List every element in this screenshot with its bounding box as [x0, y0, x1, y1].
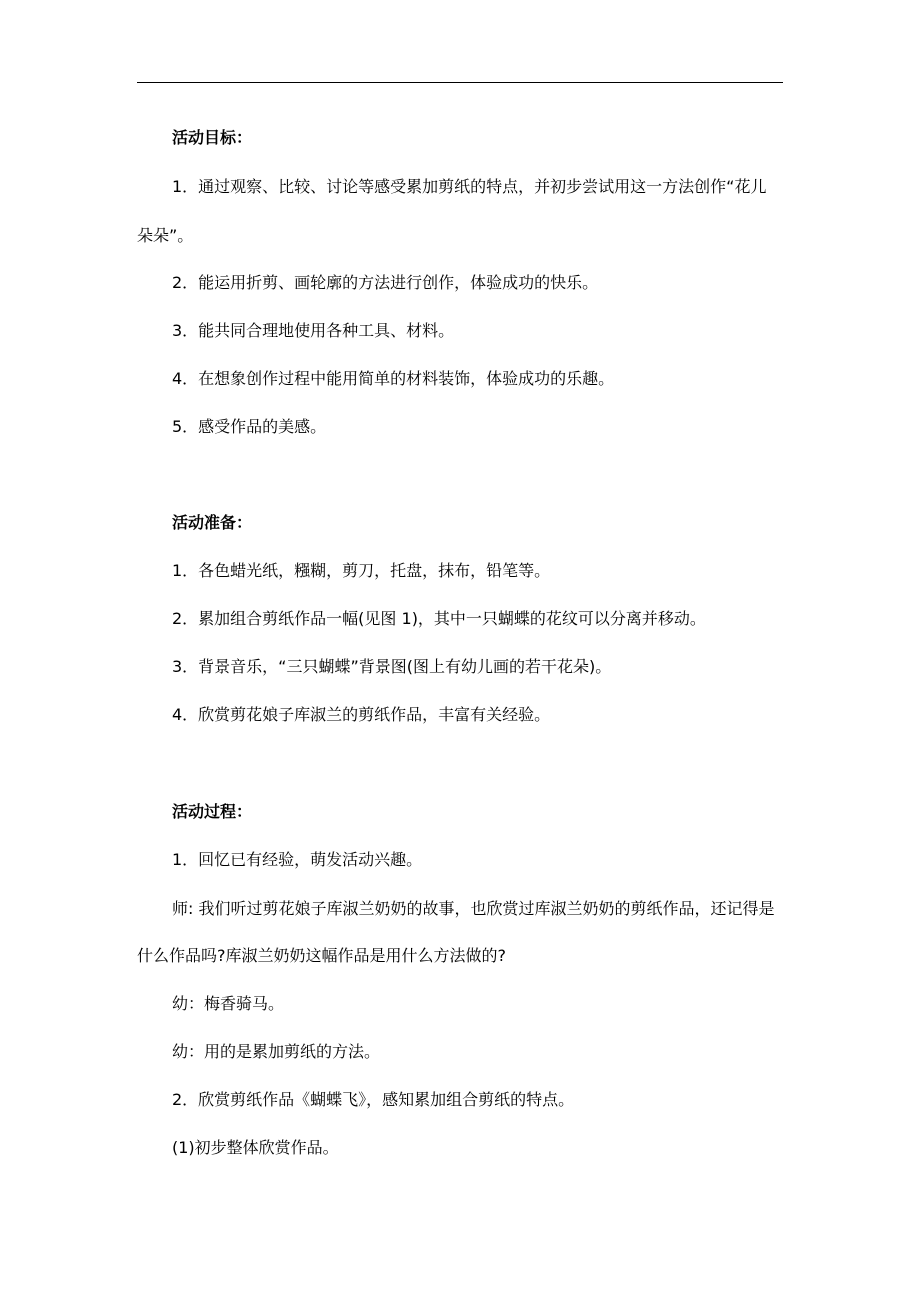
teacher-dialogue-line-2: 什么作品吗?库淑兰奶奶这幅作品是用什么方法做的?: [137, 946, 506, 965]
teacher-dialogue-line-1: 师: 我们听过剪花娘子库淑兰奶奶的故事，也欣赏过库淑兰奶奶的剪纸作品，还记得是: [172, 899, 775, 918]
goal-item-2: 2．能运用折剪、画轮廓的方法进行创作，体验成功的快乐。: [172, 273, 599, 292]
preparation-heading: 活动准备：: [172, 513, 253, 532]
goal-item-1-line-1: 1．通过观察、比较、讨论等感受累加剪纸的特点，并初步尝试用这一方法创作“花儿: [172, 177, 767, 196]
goal-item-1-line-2: 朵朵”。: [137, 226, 194, 245]
process-step-1: 1．回忆已有经验，萌发活动兴趣。: [172, 850, 423, 869]
preparation-item-3: 3．背景音乐，“三只蝴蝶”背景图(图上有幼儿画的若干花朵)。: [172, 657, 612, 676]
goal-item-3: 3．能共同合理地使用各种工具、材料。: [172, 321, 455, 340]
preparation-item-2: 2．累加组合剪纸作品一幅(见图 1)，其中一只蝴蝶的花纹可以分离并移动。: [172, 609, 706, 628]
goals-heading: 活动目标：: [172, 128, 253, 147]
goal-item-4: 4．在想象创作过程中能用简单的材料装饰，体验成功的乐趣。: [172, 369, 615, 388]
preparation-item-4: 4．欣赏剪花娘子库淑兰的剪纸作品，丰富有关经验。: [172, 705, 551, 724]
child-reply-1: 幼：梅香骑马。: [172, 994, 285, 1013]
child-reply-2: 幼：用的是累加剪纸的方法。: [172, 1042, 381, 1061]
header-rule: [137, 82, 783, 83]
process-heading: 活动过程：: [172, 802, 253, 821]
goal-item-5: 5．感受作品的美感。: [172, 417, 327, 436]
preparation-item-1: 1．各色蜡光纸，糨糊，剪刀，托盘，抹布，铅笔等。: [172, 561, 551, 580]
process-step-2: 2．欣赏剪纸作品《蝴蝶飞》，感知累加组合剪纸的特点。: [172, 1090, 575, 1109]
process-step-2-sub-1: (1)初步整体欣赏作品。: [172, 1138, 339, 1157]
